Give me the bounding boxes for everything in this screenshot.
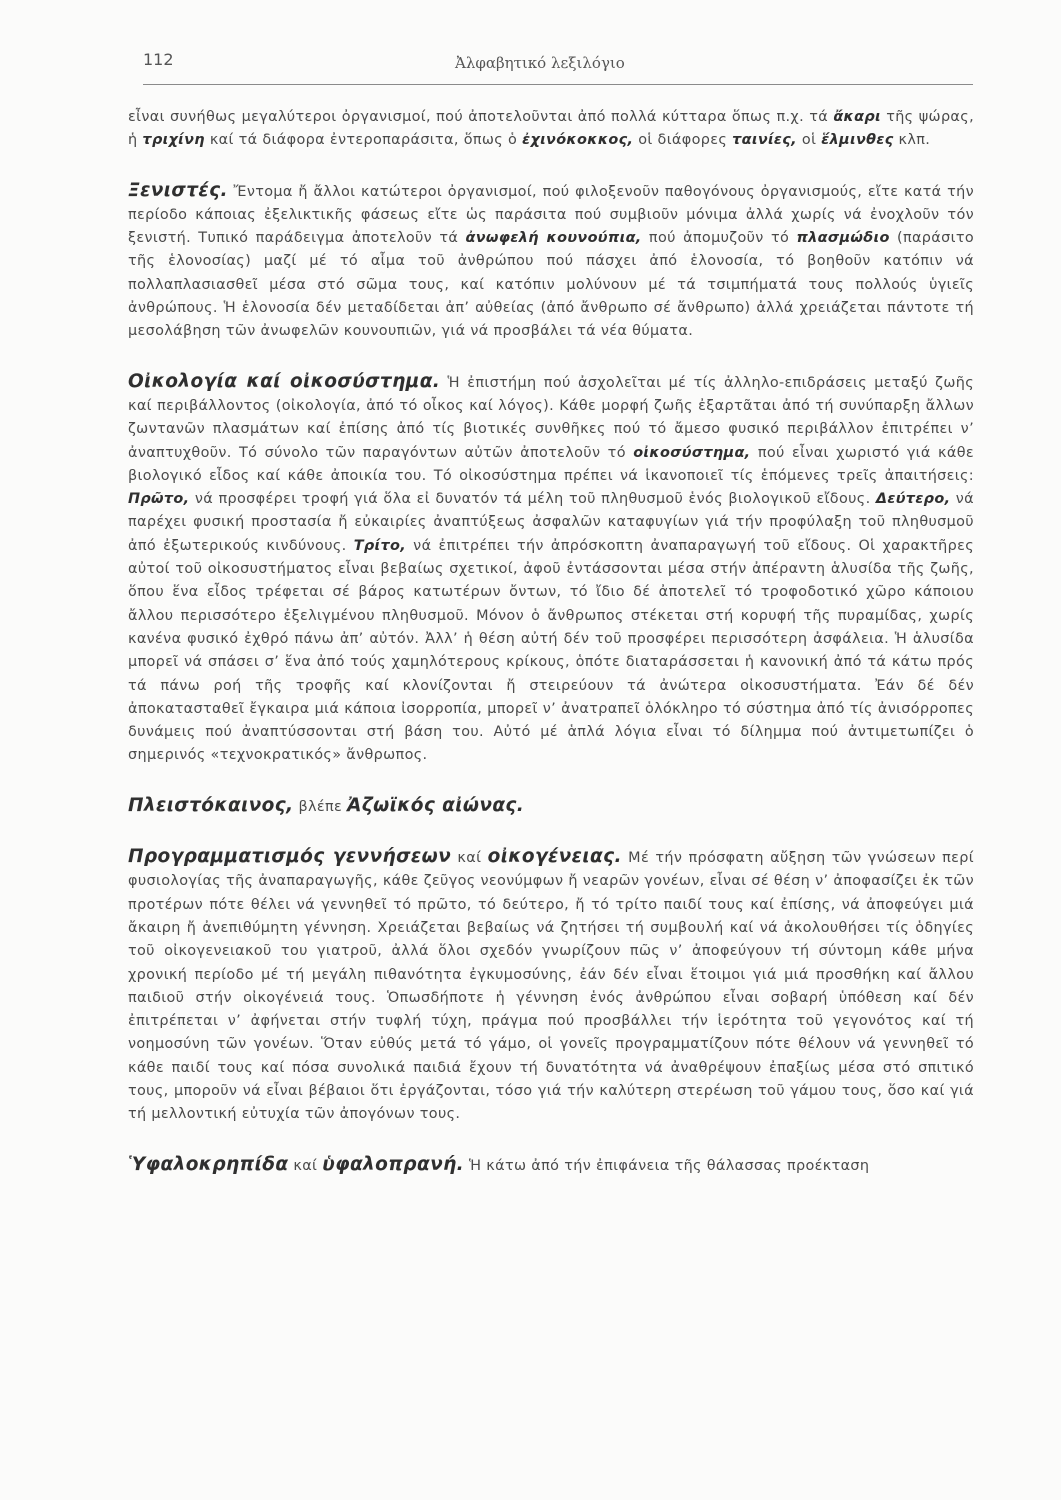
text: Ἔντομα ἤ ἄλλοι κατώτεροι ὀργανισμοί, πού φιλοξενοῦν παθογόνους ὀργανισμούς, εἴτε κατά τήν περίοδο κάποιας ἐξελικτικῆς φάσεως εἴτε ὡς παράσιτα πού συμβιοῦν μόνιμα ἀλλά χωρίς νά ἐνοχλοῦν τόν ξενιστή. Τυπικό παράδειγμα ἀποτελοῦν τά (128, 183, 974, 247)
text: τῆς ψώρας, ἡ (128, 109, 974, 149)
text: Ἡ ἐπιστήμη πού ἀσχολεῖται μέ τίς ἀλληλο-επιδράσεις μεταξύ ζωῆς καί περιβάλλοντος (οἰκολογία, ἀπό τό οἶκος καί λόγος). Κάθε μορφή ζωῆς ἐξαρτᾶται ἀπό τή συνύπαρξη ἄλλων ζωντανῶν πλασμάτων καί ἐπίσης ἀπό τίς βιοτικές συνθῆκες πού τό ἄμεσο φυσικό περιβάλλον ἐπιτρέπει ν’ ἀναπτυχθοῦν. Τό σύνολο τῶν παραγόντων αὐτῶν ἀποτελοῦν τό (128, 374, 974, 461)
entry-pleistocene (128, 794, 974, 819)
text: οἱ (797, 132, 822, 149)
page-number: 112 (143, 50, 174, 69)
entry-family-planning (128, 845, 974, 1127)
text: πού εἶναι χωριστό γιά κάθε βιολογικό εἶδος καί κάθε ἀποικία του. Τό οἰκοσύστημα πρέπει νά ἱκανοποιεῖ τίς ἑπόμενες τρεῖς ἀπαιτήσεις: (128, 444, 975, 484)
text: Ἡ κάτω ἀπό τήν ἐπιφάνεια τῆς θάλασσας προέκταση (464, 1157, 870, 1174)
entry-heading: Οἰκολογία καί οἰκοσύστημα. (128, 370, 441, 392)
term-plasmodium: πλασμώδιο (796, 230, 890, 247)
text: (παράσιτο τῆς ἑλονοσίας) μαζί μέ τό αἷμα τοῦ ἀνθρώπου πού πάσχει ἀπό ἑλονοσία, τό βοηθοῦν κατόπιν νά πολλαπλασιασθεῖ μέσα στό σῶμα τους, καί κατόπιν μολύνουν μέ τά τσιμπήματά τους πολλούς ὑγιεῖς ἀνθρώπους. Ἡ ἑλονοσία δέν μεταδίδεται ἀπ’ αὐθείας (ἀπό ἄνθρωπο σέ ἄνθρωπο) ἀλλά χρειάζεται πάντοτε τή μεσολάβηση τῶν ἀνωφελῶν κουνουπιῶν, γιά νά προσβάλει τά νέα θύματα. (128, 230, 974, 340)
term-second: Δεύτερο, (875, 491, 951, 508)
text: νά προσφέρει τροφή γιά ὅλα εἰ δυνατόν τά μέλη τοῦ πληθυσμοῦ ἑνός βιολογικοῦ εἴδους. (189, 491, 876, 508)
text: καί (288, 1157, 323, 1174)
text: Μέ τήν πρόσφατη αὔξηση τῶν γνώσεων περί φυσιολογίας τῆς ἀναπαραγωγῆς, κάθε ζεῦγος νεονύμφων ἤ νεαρῶν γονέων, εἶναι σέ θέση ν’ ἀποφασίζει ἐκ τῶν προτέρων πότε θέλει νά γεννηθεῖ τό πρῶτο, τό δεύτερο, ἤ τό τρίτο παιδί τους καί ἐπίσης, νά ἀποφεύγει μιά ἄκαιρη ἤ ἀνεπιθύμητη γέννηση. Χρειάζεται βεβαίως νά ζητήσει τή συμβουλή καί νά ἀκολουθήσει τίς ὁδηγίες τοῦ οἰκογενειακοῦ του γιατροῦ, ἀλλά ὅλοι σχεδόν γνωρίζουν πῶς ν’ ἀποφεύγουν τή σύντομη κάθε μήνα χρονική περίοδο μέ τή μεγάλη πιθανότητα ἐγκυμοσύνης, ἐάν δέν εἶναι ἕτοιμοι γιά μιά προσθήκη καί ἄλλου παιδιοῦ στήν οἰκογένειά τους. Ὁπωσδήποτε ἡ γέννηση ἑνός ἀνθρώπου εἶναι σοβαρή ὑπόθεση καί δέν ἐπιτρέπεται ν’ ἀφήνεται στήν τυφλή τύχη, πράγμα πού προσβάλλει τήν ἱερότητα τοῦ γεγονότος καί τή νοημοσύνη τῶν γονέων. Ὅταν εὐθύς μετά τό γάμο, οἱ γονεῖς προγραμματίζουν πότε θέλουν νά γεννηθεῖ τό κάθε παιδί τους καί πόσα συνολικά παιδιά ἔχουν τή δυνατότητα νά ἀναθρέψουν ἐπαξίως μέσα στό σπιτικό τους, μποροῦν νά εἶναι βέβαιοι ὅτι ἐργάζονται, τόσο γιά τήν καλύτερη στερέωση τοῦ γάμου τους, ὅσο καί γιά τή μελλοντική εὐτυχία τῶν ἀπογόνων τους. (128, 850, 974, 1123)
text: εἶναι συνήθως μεγαλύτεροι ὀργανισμοί, πού ἀποτελοῦνται ἀπό πολλά κύτταρα ὅπως π.χ. τά (128, 109, 834, 125)
page-header (143, 48, 973, 85)
running-title: Ἀλφαβητικό λεξιλόγιο (455, 54, 625, 72)
text: οἱ διάφορες (633, 132, 733, 149)
entry-heading: Ὑφαλοκρηπίδα (128, 1153, 289, 1175)
term-tainies: ταινίες, (732, 132, 797, 149)
entry-heading: Ξενιστές. (128, 179, 228, 201)
entry-ecology (128, 370, 974, 768)
text: βλέπε (293, 798, 348, 815)
term-akari: ἄκαρι (833, 109, 881, 125)
entry-continental-shelf (128, 1153, 974, 1178)
text: κλπ. (893, 132, 931, 149)
cross-reference: Ἀζωϊκός αἰώνας. (347, 794, 525, 816)
entry-heading-second: οἰκογένειας. (487, 846, 622, 868)
entry-heading: Πλειστόκαινος, (128, 794, 294, 816)
term-echinococcus: ἐχινόκοκκος, (522, 132, 634, 149)
text: νά παρέχει φυσική προστασία ἤ εὐκαιρίες ἀναπτύξεως ἀσφαλῶν καταφυγίων γιά τήν προφύλαξη τοῦ πληθυσμοῦ ἀπό ἐξωτερικούς κινδύνους. (128, 491, 974, 554)
term-trichini: τριχίνη (142, 132, 205, 149)
term-anopheles: ἀνωφελή κουνούπια, (465, 230, 642, 247)
text: καί τά διάφορα ἐντεροπαράσιτα, ὅπως ὁ (204, 132, 523, 149)
text: καί (451, 850, 488, 867)
page-body (128, 106, 974, 1178)
term-ecosystem: οἰκοσύστημα, (633, 444, 751, 461)
term-first: Πρῶτο, (128, 491, 190, 508)
text: πού ἀπομυζοῦν τό (641, 230, 797, 247)
entry-xenistes (128, 179, 974, 344)
text: νά ἐπιτρέπει τήν ἀπρόσκοπτη ἀναπαραγωγή τοῦ εἴδους. Οἱ χαρακτῆρες αὐτοί τοῦ οἰκοσυστήματος εἶναι βεβαίως σχετικοί, ἀφοῦ ἐντάσσονται μέσα στήν ἀπέραντη ἁλυσίδα τῆς ζωῆς, ὅπου ἕνα εἶδος τρέφεται σέ βάρος κατωτέρων ὄντων, τό ἴδιο δέ ἀποτελεῖ τό τροφοδοτικό χῶρο κάποιου ἄλλου περισσότερο ἐξελιγμένου πληθυσμοῦ. Μόνον ὁ ἄνθρωπος στέκεται στή κορυφή τῆς πυραμίδας, χωρίς κανένα φυσικό ἐχθρό πάνω ἀπ’ αὐτόν. Ἀλλ’ ἡ θέση αὐτή δέν τοῦ προσφέρει περισσότερη ἀσφάλεια. Ἡ ἁλυσίδα μπορεῖ νά σπάσει σ’ ἕνα ἀπό τούς χαμηλότερους κρίκους, ὁπότε διαταράσσεται ἡ κανονική ἀπό τά κάτω πρός τά πάνω ροή τῆς τροφῆς καί κλονίζονται ἤ στειρεύουν τά ἀνώτερα οἰκοσυστήματα. Ἐάν δέ δέν ἀποκατασταθεῖ ἔγκαιρα μιά κάποια ἰσορροπία, μπορεῖ ν’ ἀνατραπεῖ ὁλόκληρο τό σύστημα ἀπό τίς ἀνισόρροπες δυνάμεις πού ἀναπτύσσονται στή βάση του. Αὐτό μέ ἁπλά λόγια εἶναι τό δίλημμα πού ἀντιμετωπίζει ὁ σημερινός «τεχνοκρατικός» ἄνθρωπος. (128, 537, 975, 764)
entry-heading-second: ὑφαλοπρανή. (322, 1153, 465, 1175)
intro-paragraph (128, 106, 974, 153)
term-elminthes: ἕλμινθες (821, 132, 894, 149)
entry-heading: Προγραμματισμός γεννήσεων (128, 846, 452, 868)
term-third: Τρίτο, (353, 537, 407, 554)
